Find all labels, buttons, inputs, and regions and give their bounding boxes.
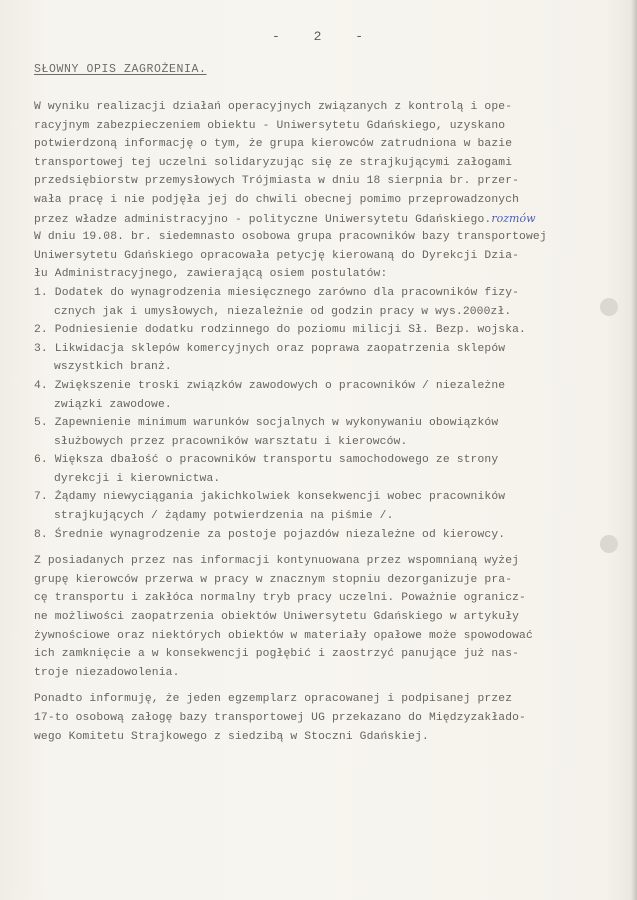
text-line: cznych jak i umysłowych, niezależnie od godzin pracy w wys.2000zł. (54, 305, 512, 318)
postulate-text: Dodatek do wynagrodzenia miesięcznego zarówno dla pracowników fizy- (54, 286, 520, 299)
text-line: Ponadto informuję, że jeden egzemplarz opracowanej i podpisanej przez (34, 693, 513, 706)
postulate-number: 5. (34, 417, 48, 430)
text-line: przedsiębiorstw przemysłowych Trójmiasta w dniu 18 sierpnia br. przer- (34, 175, 520, 188)
text-line: ne możliwości zaopatrzenia obiektów Uniwersytetu Gdańskiego w artykuły (34, 611, 520, 624)
postulate-text: Podniesienie dodatku rodzinnego do poziomu milicji Sł. Bezp. wojska. (54, 324, 526, 337)
postulate-number: 3. (34, 342, 48, 355)
text-line: związki zawodowe. (54, 398, 172, 411)
text-line: wała pracę i nie podjęła jej do chwili obecnej pomimo przeprowadzonych (34, 193, 520, 206)
text-line: łu Administracyjnego, zawierającą osiem postulatów: (34, 268, 388, 281)
text-line (34, 340, 619, 359)
postulate-item (34, 488, 619, 525)
page-number-value: 2 (313, 29, 324, 44)
postulate-item (34, 340, 619, 377)
text-line: ich zamknięcie a w konsekwencji pogłębić i zaostrzyć panujące już nas- (34, 648, 520, 661)
text-line: potwierdzoną informację o tym, że grupa kierowców zatrudniona w bazie (34, 138, 513, 151)
postulate-number: 7. (34, 491, 48, 504)
postulate-text: Większa dbałość o pracowników transportu samochodowego ze strony (54, 454, 499, 467)
postulate-item (34, 377, 619, 414)
postulate-item (34, 284, 619, 321)
text-line: cę transportu i zakłóca normalny tryb pracy uczelni. Poważnie ogranicz- (34, 592, 526, 605)
postulate-text: Żądamy niewyciągania jakichkolwiek konsekwencji wobec pracowników (54, 491, 506, 504)
assessment-paragraph (34, 552, 619, 682)
text-line: strajkujących / żądamy potwierdzenia na piśmie /. (54, 510, 394, 523)
closing-paragraph (34, 690, 619, 746)
page-number (0, 29, 637, 44)
text-line (34, 284, 619, 303)
text-line: Z posiadanych przez nas informacji kontynuowana przez wspomnianą wyżej (34, 555, 520, 568)
postulate-item (34, 414, 619, 451)
postulate-item (34, 321, 619, 340)
paragraph-gap (34, 544, 619, 552)
text-line (34, 377, 619, 396)
text-line: wego Komitetu Strajkowego z siedzibą w Stoczni Gdańskiej. (34, 730, 429, 743)
postulate-item (34, 451, 619, 488)
text-line: wszystkich branż. (54, 361, 172, 374)
text-line: troje niezadowolenia. (34, 666, 180, 679)
text-line: grupę kierowców przerwa w pracy w znacznym stopniu dezorganizuje pra- (34, 573, 513, 586)
petition-paragraph (34, 228, 619, 284)
text-line: racyjnym zabezpieczeniem obiektu - Uniwersytetu Gdańskiego, uzyskano (34, 119, 506, 132)
text-line (34, 210, 619, 229)
text-line (34, 451, 619, 470)
section-heading: SŁOWNY OPIS ZAGROŻENIA. (34, 63, 207, 76)
postulate-item (34, 526, 619, 545)
postulate-text: Zwiększenie troski związków zawodowych o pracowników / niezależne (54, 379, 506, 392)
text-line (34, 321, 619, 340)
text-line: W dniu 19.08. br. siedemnasto osobowa grupa pracowników bazy transportowej (34, 231, 547, 244)
text-line: Uniwersytetu Gdańskiego opracowała petycję kierowaną do Dyrekcji Dzia- (34, 249, 520, 262)
postulate-number: 6. (34, 454, 48, 467)
text-line (34, 414, 619, 433)
postulates-list (34, 284, 619, 544)
text-line: 17-to osobową załogę bazy transportowej UG przekazano do Międzyzakłado- (34, 712, 526, 724)
postulate-text: Likwidacja sklepów komercyjnych oraz poprawa zaopatrzenia sklepów (54, 342, 506, 355)
page-number-dash-right: - (355, 29, 366, 44)
intro-paragraph (34, 98, 619, 228)
text-line (34, 526, 619, 545)
text-line: transportowej tej uczelni solidaryzując się ze strajkującymi załogami (34, 156, 513, 169)
postulate-number: 8. (34, 528, 48, 541)
postulate-text: Średnie wynagrodzenie za postoje pojazdów niezależne od kierowcy. (54, 528, 506, 541)
text-line (34, 488, 619, 507)
text-line: żywnościowe oraz niektórych obiektów w materiały opałowe może spowodować (34, 629, 533, 642)
text-line-content: przez władze administracyjno - polityczne Uniwersytetu Gdańskiego. (34, 213, 492, 226)
postulate-text: Zapewnienie minimum warunków socjalnych w wykonywaniu obowiązków (54, 417, 499, 430)
text-line: służbowych przez pracowników warsztatu i kierowców. (54, 435, 408, 448)
postulate-number: 1. (34, 286, 48, 299)
text-line: W wyniku realizacji działań operacyjnych związanych z kontrolą i ope- (34, 101, 513, 113)
page-edge-shadow (631, 0, 637, 900)
postulate-number: 4. (34, 379, 48, 392)
document-body (34, 98, 619, 746)
postulate-number: 2. (34, 324, 48, 337)
page-number-dash-left: - (271, 29, 282, 44)
paragraph-gap (34, 682, 619, 690)
handwritten-annotation: rozmów (491, 211, 536, 225)
text-line: dyrekcji i kierownictwa. (54, 472, 221, 485)
